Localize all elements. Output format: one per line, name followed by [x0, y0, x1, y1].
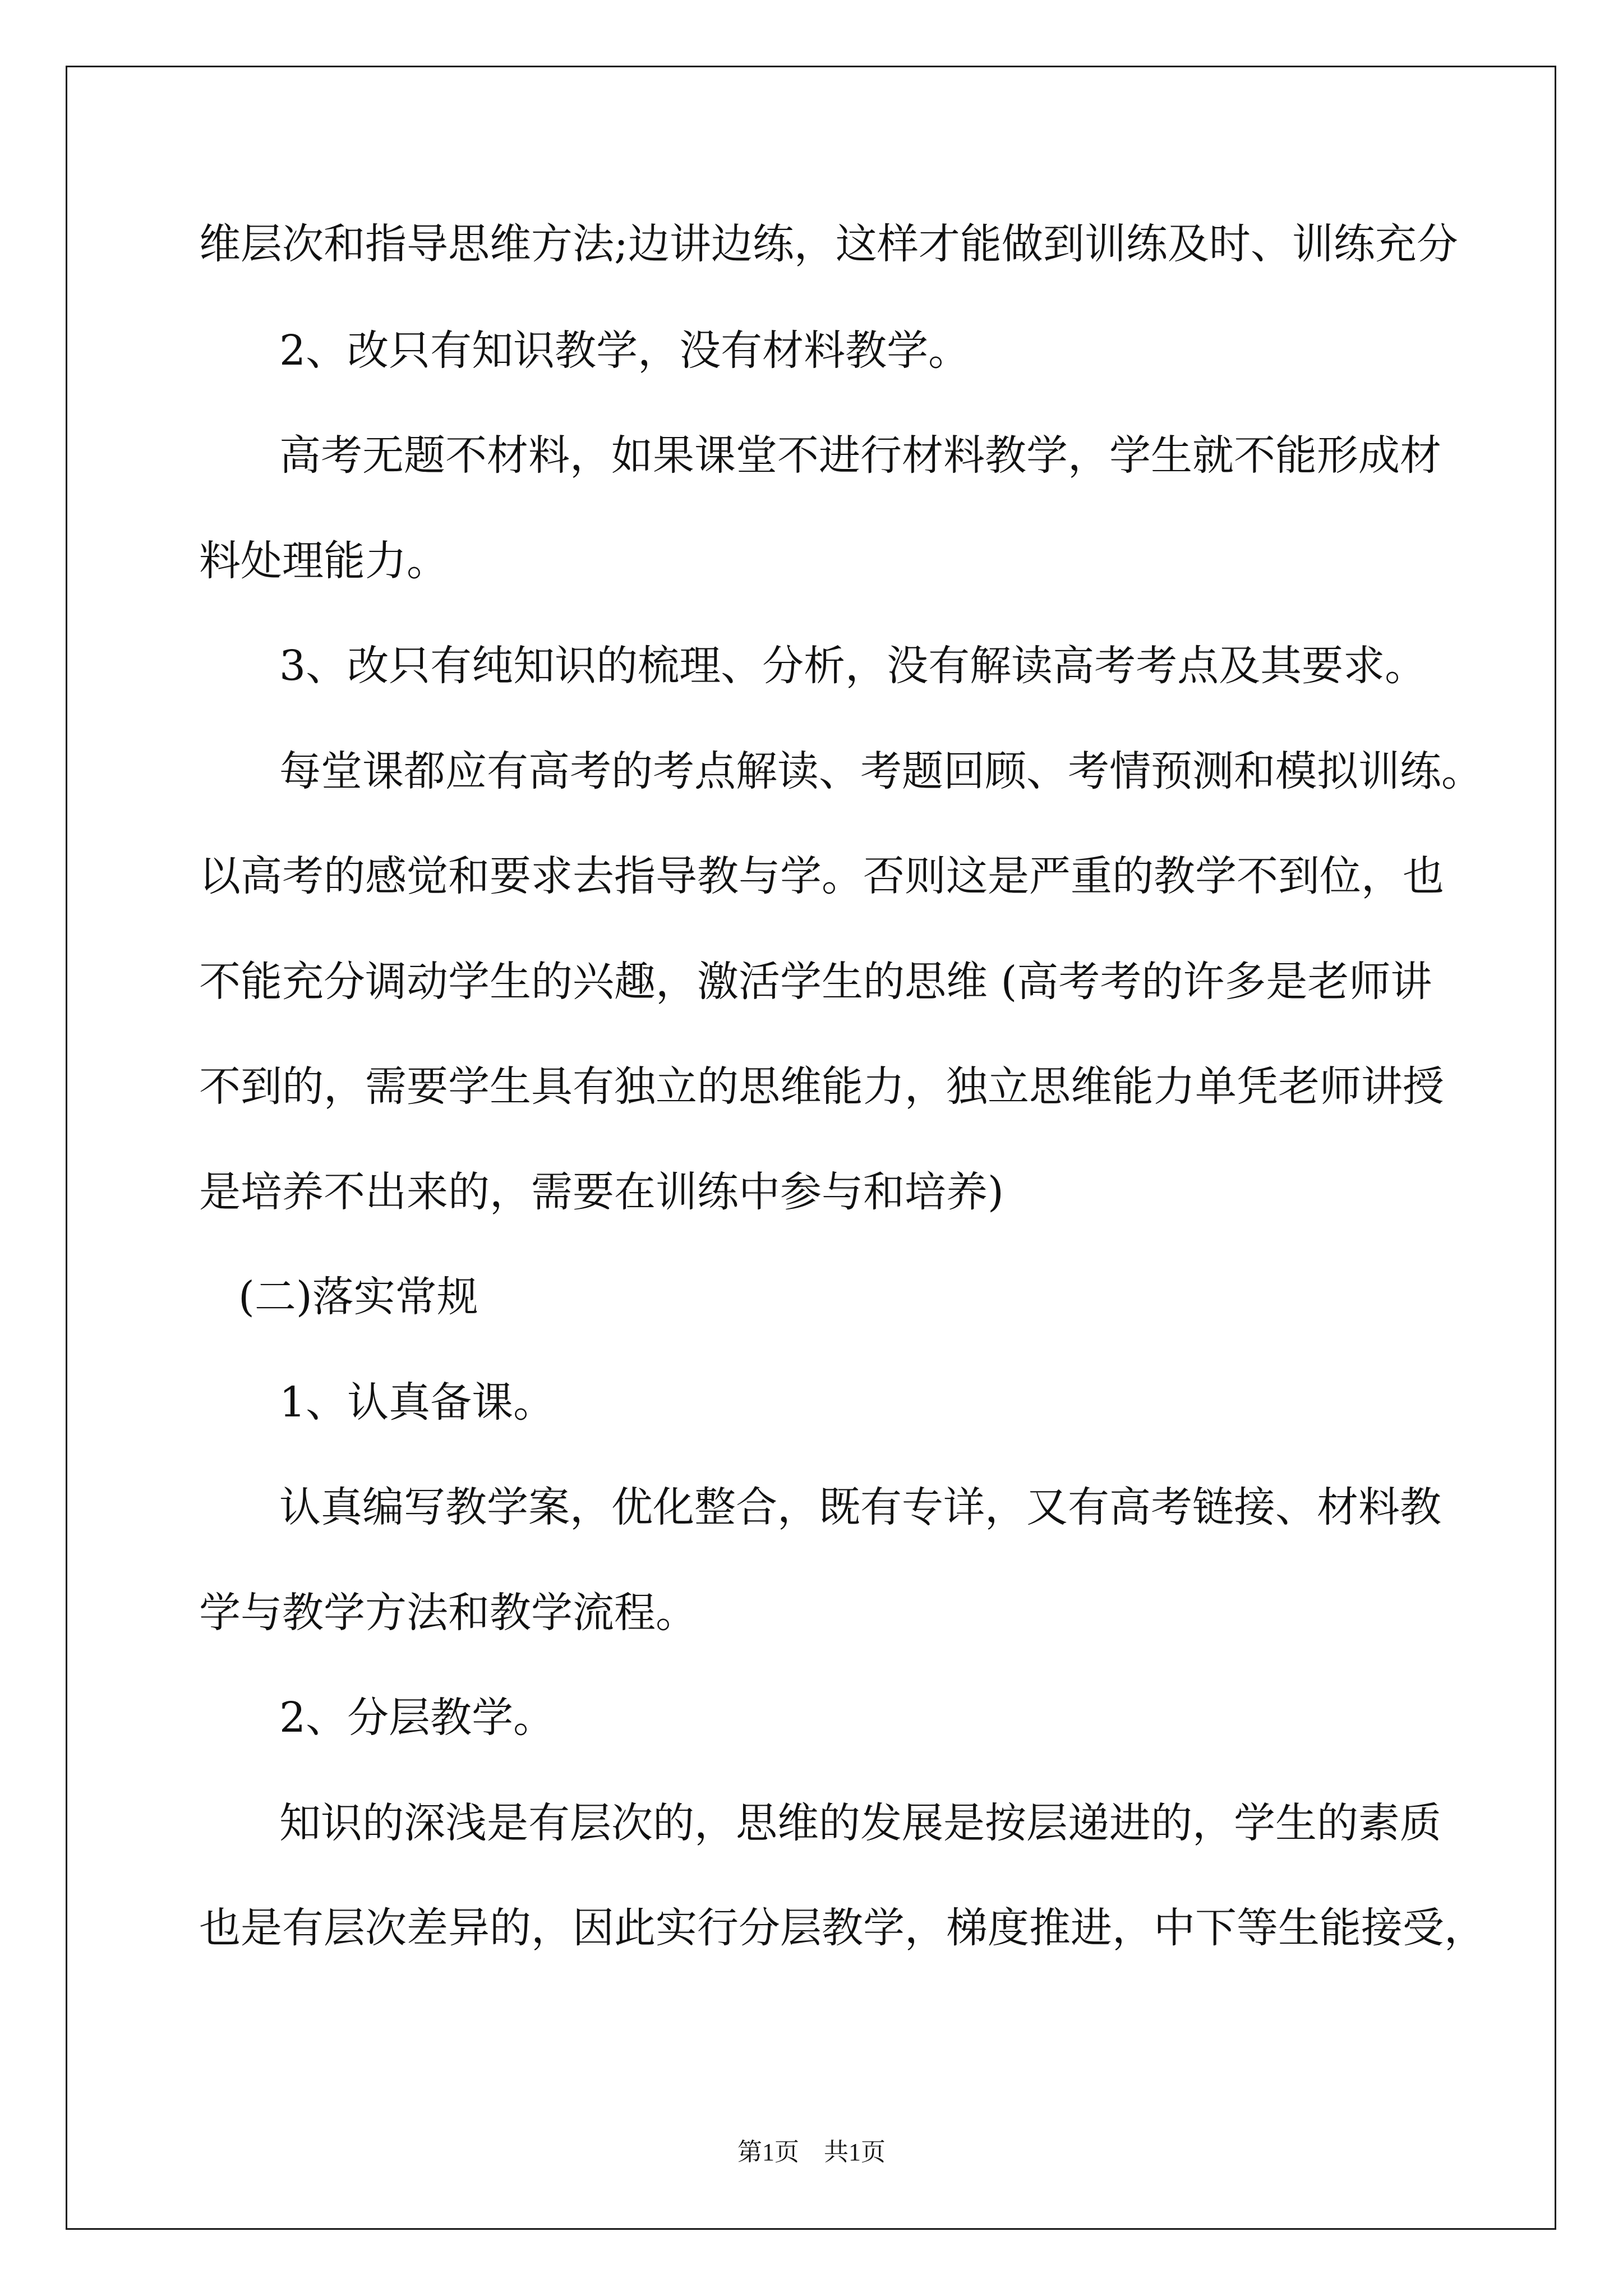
text-line: 3、改只有纯知识的梳理、分析，没有解读高考考点及其要求。: [279, 642, 1427, 690]
text-line: 不到的，需要学生具有独立的思维能力，独立思维能力单凭老师讲授: [199, 1062, 1444, 1111]
text-line: 学与教学方法和教学流程。: [199, 1589, 697, 1637]
section-heading: (二)落实常规: [238, 1273, 478, 1321]
text-line: 维层次和指导思维方法;边讲边练，这样才能做到训练及时、训练充分: [199, 220, 1458, 268]
text-line: 也是有层次差异的，因此实行分层教学，梯度推进，中下等生能接受，: [199, 1904, 1486, 1952]
page-footer: [0, 2132, 1623, 2168]
page-total: 共1页: [824, 2138, 886, 2166]
text-line: 2、改只有知识教学，没有材料教学。: [279, 326, 970, 375]
text-line: 1、认真备课。: [279, 1378, 555, 1427]
text-line: 以高考的感觉和要求去指导教与学。否则这是严重的教学不到位，也: [199, 852, 1444, 900]
text-line: 是培养不出来的，需要在训练中参与和培养): [199, 1168, 1004, 1216]
text-line: 2、分层教学。: [279, 1694, 555, 1742]
page-number: 第1页: [737, 2138, 799, 2166]
text-line: 知识的深浅是有层次的，思维的发展是按层递进的，学生的素质: [279, 1799, 1441, 1847]
text-line: 不能充分调动学生的兴趣，激活学生的思维 (高考考的许多是老师讲: [199, 958, 1432, 1006]
text-line: 认真编写教学案，优化整合，既有专详，又有高考链接、材料教: [279, 1483, 1441, 1531]
text-line: 高考无题不材料，如果课堂不进行材料教学，学生就不能形成材: [279, 431, 1441, 480]
text-line: 每堂课都应有高考的考点解读、考题回顾、考情预测和模拟训练。: [279, 747, 1483, 795]
text-line: 料处理能力。: [199, 537, 448, 585]
